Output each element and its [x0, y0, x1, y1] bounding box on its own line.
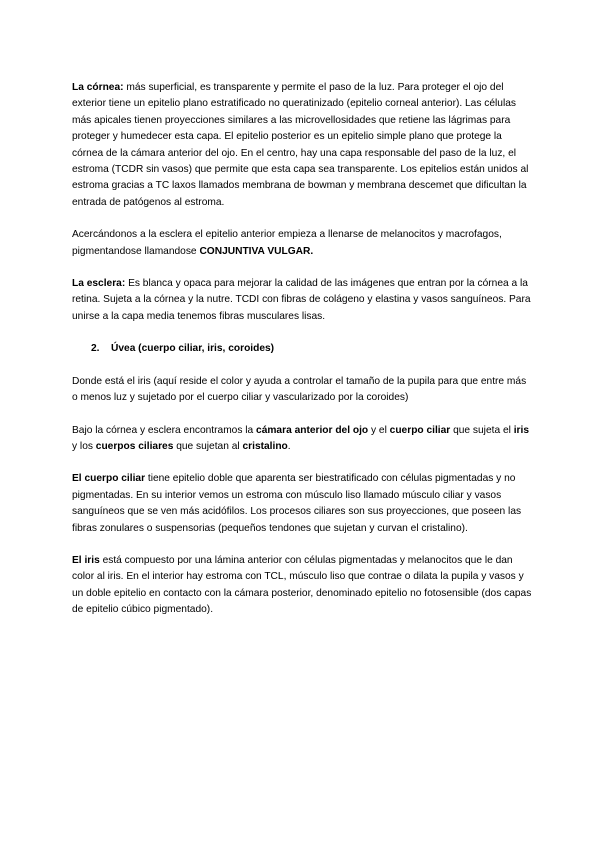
- section-title: Úvea (cuerpo ciliar, iris, coroides): [111, 343, 275, 355]
- term-el-iris: El iris: [72, 554, 100, 566]
- paragraph-iris: [72, 553, 532, 619]
- paragraph-esclera: [72, 276, 532, 325]
- paragraph-cuerpo-ciliar: [72, 471, 532, 537]
- section-heading-uvea: [91, 341, 532, 357]
- paragraph-cornea: [72, 80, 532, 211]
- camara-text-3: que sujeta el: [450, 424, 514, 436]
- term-iris: iris: [513, 424, 529, 436]
- term-cristalino: cristalino: [242, 440, 288, 452]
- term-cuerpo-ciliar: cuerpo ciliar: [389, 424, 451, 436]
- document-page: [72, 80, 532, 635]
- camara-text-4: y los: [72, 440, 96, 452]
- paragraph-conjuntiva: [72, 227, 532, 260]
- iris-intro-text: Donde está el iris (aquí reside el color y ayuda a controlar el tamaño de la pupila para que entre más o menos luz y sujetado por el cuerpo ciliar y vascularizado por la coroides): [72, 375, 527, 404]
- term-camara-anterior: cámara anterior del ojo: [256, 424, 369, 436]
- paragraph-camara: [72, 423, 532, 456]
- iris-text: está compuesto por una lámina anterior con células pigmentadas y melanocitos que le dan color al iris. En el interior hay estroma con TCL, músculo liso que contrae o dilata la pupila y vasos y un doble epitelio en contacto con la cámara posterior, denominado epitelio no fotosensible (dos capas de epitelio cúbico pigmentado).: [72, 554, 532, 616]
- section-number: 2.: [91, 343, 100, 355]
- camara-text-6: .: [287, 440, 291, 452]
- term-el-cuerpo-ciliar: El cuerpo ciliar: [72, 473, 146, 485]
- paragraph-iris-intro: [72, 374, 532, 407]
- camara-text-2: y el: [368, 424, 390, 436]
- esclera-text: Es blanca y opaca para mejorar la calidad de las imágenes que entran por la córnea a la retina. Sujeta a la córnea y la nutre. TCDI con fibras de colágeno y elastina y vasos sanguíneos. Para unirse a la capa media tenemos fibras musculares lisas.: [72, 278, 531, 322]
- cornea-text: más superficial, es transparente y permite el paso de la luz. Para proteger el ojo del exterior tiene un epitelio plano estratificado no queratinizado (epitelio corneal anterior). Las células más apicales tienen proyecciones similares a las microvellosidades que retiene las lágrimas para proteger y humedecer esta capa. El epitelio posterior es un epitelio simple plano que protege la córnea de la cámara anterior del ojo. En el centro, hay una capa responsable del paso de la luz, el estroma (TCDR sin vasos) que permite que esta capa sea transparente. Los epitelios están unidos al estroma gracias a TC laxos llamados membrana de bowman y membrana descemet que dificultan la entrada de patógenos al estroma.: [72, 82, 529, 208]
- term-cornea: La córnea:: [72, 82, 124, 93]
- camara-text-1: Bajo la córnea y esclera encontramos la: [72, 424, 257, 436]
- conjuntiva-text: Acercándonos a la esclera el epitelio anterior empieza a llenarse de melanocitos y macrofagos, pigmentandose llamandose: [72, 229, 502, 257]
- cuerpo-ciliar-text: tiene epitelio doble que aparenta ser biestratificado con células pigmentadas y no pigmentadas. En su interior vemos un estroma con músculo liso llamado músculo ciliar y vasos sanguíneos que se ven más acidófilos. Los procesos ciliares son sus proyecciones, que poseen las fibras zonulares o suspensorias (pequeños tendones que sujetan y curvan el cristalino).: [72, 473, 522, 534]
- camara-text-5: que sujetan al: [173, 440, 243, 452]
- term-conjuntiva: CONJUNTIVA VULGAR.: [199, 245, 314, 257]
- term-cuerpos-ciliares: cuerpos ciliares: [95, 440, 174, 452]
- term-esclera: La esclera:: [72, 278, 126, 290]
